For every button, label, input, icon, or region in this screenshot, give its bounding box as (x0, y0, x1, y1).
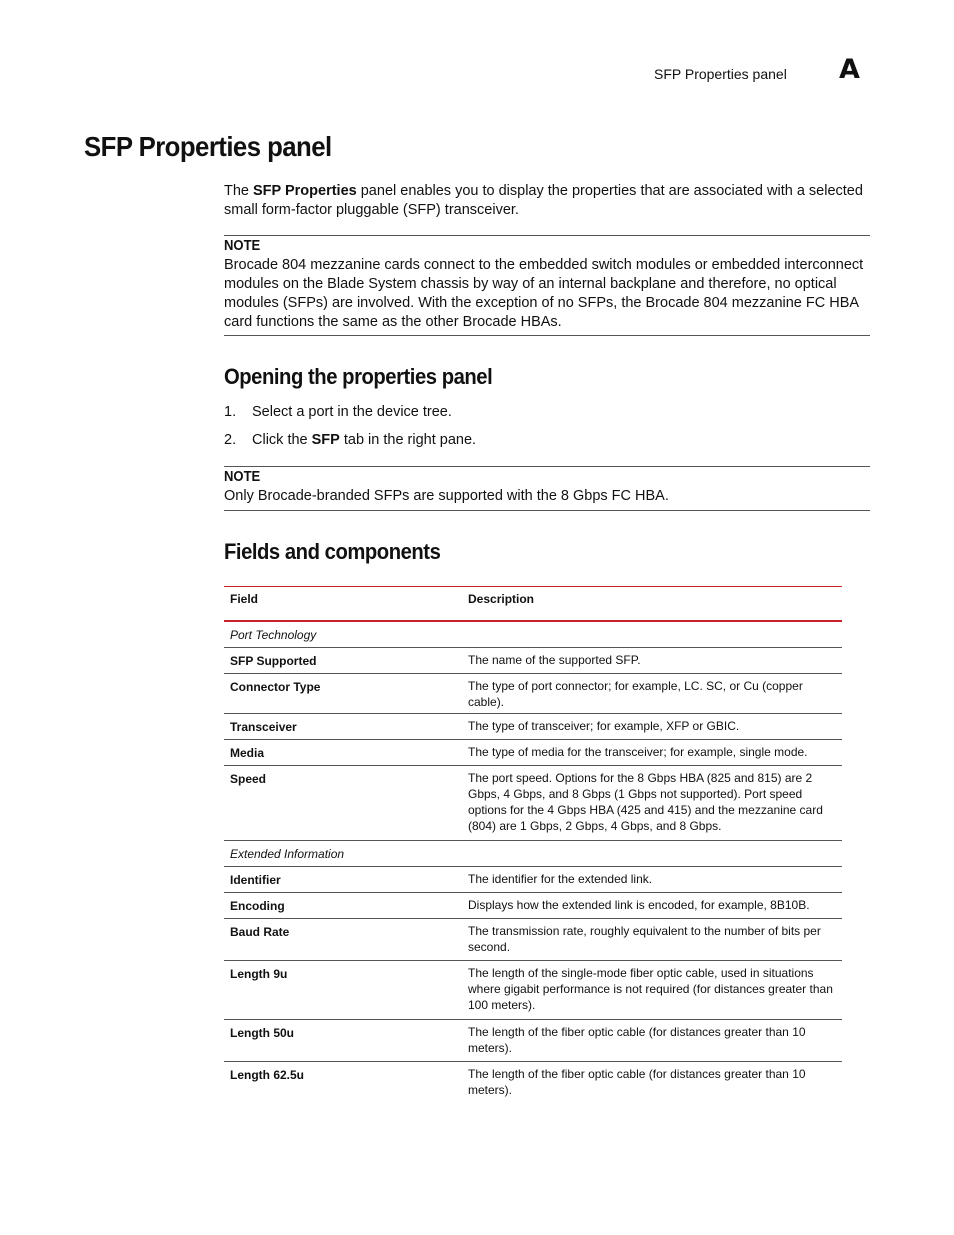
field-description: The type of media for the transceiver; for example, single mode. (449, 739, 842, 765)
table-row (224, 960, 842, 1019)
field-description: The port speed. Options for the 8 Gbps HBA (825 and 815) are 2 Gbps, 4 Gbps, and 8 Gbps (1 Gbps not supported). Port speed options for the 4 Gbps HBA (425 and 415) and the mezzanine card (804) are 1 Gbps, 2 Gbps, 4 Gbps, and 8 Gbps. (449, 765, 842, 840)
field-description: The identifier for the extended link. (449, 866, 842, 892)
field-description: The length of the single-mode fiber optic cable, used in situations where gigabit performance is not required (for distances greater than 100 meters). (449, 960, 842, 1019)
intro-post: panel enables you to display the properties that are associated with a selected small form-factor pluggable (SFP) transceiver. (224, 183, 863, 218)
field-description: The type of transceiver; for example, XFP or GBIC. (449, 713, 842, 739)
field-description: The transmission rate, roughly equivalent to the number of bits per second. (449, 918, 842, 960)
field-name: Length 62.5u (230, 1067, 305, 1082)
table-row (224, 918, 842, 960)
appendix-letter: A (839, 54, 860, 85)
note1-bottom-rule (224, 335, 870, 336)
field-name: Connector Type (224, 673, 449, 713)
note2-bottom-rule (224, 510, 870, 511)
field-name: Length 9u (224, 960, 449, 1019)
step-text: Select a port in the device tree. (252, 404, 452, 420)
field-name: Baud Rate (224, 918, 449, 960)
field-name: Transceiver (224, 713, 449, 739)
table-row (224, 647, 842, 673)
group-label: Extended Information (224, 840, 842, 866)
field-name: Speed (224, 765, 449, 840)
field-description: The name of the supported SFP. (449, 647, 842, 673)
header-description: Description (449, 587, 842, 622)
step-text-pre: Click the (252, 432, 312, 448)
table-row (224, 892, 842, 918)
page-title: SFP Properties panel (84, 131, 332, 162)
section-heading-fields: Fields and components (224, 539, 441, 564)
step-2 (224, 432, 476, 448)
group-row (224, 840, 842, 866)
header-field: Field (224, 587, 449, 622)
fields-table (224, 586, 842, 1103)
table-row (224, 866, 842, 892)
note1-label: NOTE (224, 238, 261, 254)
step-bold-term: SFP (311, 432, 340, 448)
table-row (224, 713, 842, 739)
intro-paragraph (224, 182, 874, 220)
field-description: The type of port connector; for example, LC. SC, or Cu (copper cable). (449, 673, 842, 713)
field-name: Media (224, 739, 449, 765)
group-label: Port Technology (224, 621, 842, 647)
step-number: 2. (224, 432, 237, 448)
field-description: The length of the fiber optic cable (for distances greater than 10 meters). (449, 1019, 842, 1061)
step-text-post: tab in the right pane. (339, 432, 477, 448)
field-name: SFP Supported (224, 647, 449, 673)
running-header-title: SFP Properties panel (654, 66, 787, 82)
intro-pre: The (224, 183, 254, 199)
note1-top-rule (224, 235, 870, 236)
note2-label: NOTE (224, 469, 261, 485)
section-heading-opening: Opening the properties panel (224, 364, 493, 389)
intro-bold-term: SFP Properties (253, 183, 357, 199)
field-description: Displays how the extended link is encoded, for example, 8B10B. (449, 892, 842, 918)
field-name: Identifier (224, 866, 449, 892)
table-row (224, 1019, 842, 1061)
group-row (224, 621, 842, 647)
table-row (224, 739, 842, 765)
note2-top-rule (224, 466, 870, 467)
field-name: Encoding (224, 892, 449, 918)
note2-text: Only Brocade-branded SFPs are supported with the 8 Gbps FC HBA. (224, 488, 669, 504)
table-row (224, 673, 842, 713)
field-name: Length 50u (224, 1019, 449, 1061)
table-row (224, 1061, 842, 1103)
table-header-row (224, 587, 842, 622)
table-row (224, 765, 842, 840)
field-description: The length of the fiber optic cable (for distances greater than 10 meters). (468, 1066, 806, 1097)
step-1 (224, 404, 452, 420)
note1-text: Brocade 804 mezzanine cards connect to the embedded switch modules or embedded interconnect modules on the Blade System chassis by way of an internal backplane and therefore, no optical modules (SFPs) are involved. With the exception of no SFPs, the Brocade 804 mezzanine FC HBA card functions the same as the other Brocade HBAs. (224, 257, 864, 330)
step-number: 1. (224, 404, 237, 420)
